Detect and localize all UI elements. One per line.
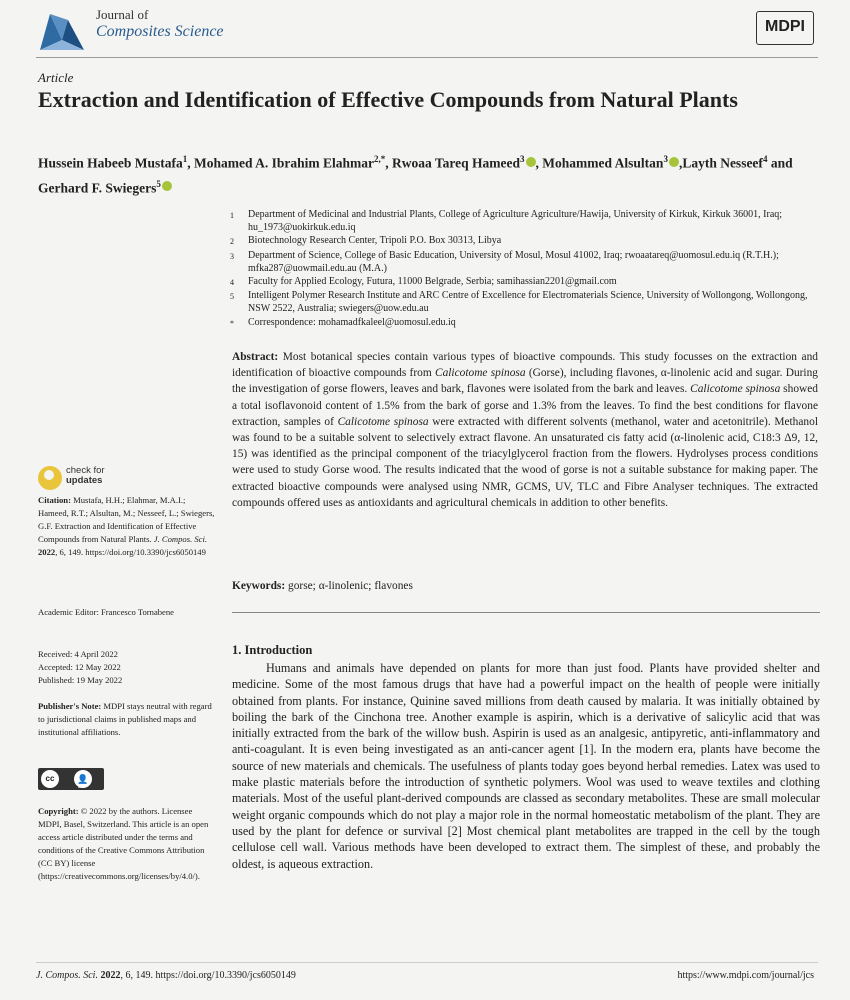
- article-type: Article: [38, 70, 74, 85]
- check-updates-line2: updates: [66, 475, 103, 486]
- check-updates-line1: check for: [66, 465, 105, 476]
- footer-citation: [36, 970, 296, 981]
- abstract-text: showed a total isoflavonoid content of 1.5% from the bark of gorse and 1.3% from the leaves. To find the best conditions for flavone extraction, samples of: [232, 383, 818, 428]
- species-name: Calicotome spinosa: [337, 415, 429, 428]
- abstract-text: were extracted with different solvents (methanol, water and acetonitrile). Methanol was found to be a suitable solvent to selectively extract flavone. An unsaturated cis fatty acid (α-linolenic acid, C18:3 Δ9, 12, 15) was identified as the principal component of the triacylglycerol fraction from the flowers. Hydrolyses process conditions were used to study Gorse wood. The results indicated that the wood of gorse is not a suitable substance for making paper. The extracted bioactive compounds were analysed using NMR, GCMS, UV, TLC and Fibre Analyser techniques. The extracted compounds offered uses as antioxidants and agricultural chemicals in addition to other benefits.: [232, 415, 818, 509]
- author-separator: and: [767, 155, 793, 171]
- check-updates-icon: [38, 466, 62, 490]
- author-name: Mohamed A. Ibrahim Elahmar: [194, 155, 375, 171]
- affiliation-number: 3: [230, 251, 234, 261]
- author-separator: ,: [187, 155, 195, 171]
- abstract-label: Abstract:: [232, 351, 279, 363]
- author-affiliation-mark: 3: [663, 154, 668, 164]
- footer-divider: [36, 962, 818, 963]
- publisher-note-text: MDPI stays neutral with regard to jurisdictional claims in published maps and institutional affiliations.: [38, 701, 212, 738]
- affiliation-text: Department of Science, College of Basic Education, University of Mosul, Mosul 41002, Iraq; rwoaatareq@uomosul.edu.iq (R.T.H.); mfka287@uowmail.edu.au (M.A.): [248, 249, 779, 274]
- affiliation-item: [230, 289, 820, 315]
- orcid-icon[interactable]: [669, 157, 679, 167]
- footer-journal: J. Compos. Sci.: [36, 970, 98, 981]
- citation-year: 2022: [38, 547, 56, 558]
- orcid-icon[interactable]: [162, 181, 172, 191]
- footer-journal-link[interactable]: https://www.mdpi.com/journal/jcs: [677, 970, 814, 981]
- mdpi-logo: MDPI: [756, 11, 814, 45]
- author-affiliation-mark: 3: [520, 154, 525, 164]
- citation-text: Mustafa, H.H.; Elahmar, M.A.I.; Hameed, R.T.; Alsultan, M.; Nesseef, L.; Swiegers, G.F. Extraction and Identification of Effective Compounds from Natural Plants.: [38, 495, 215, 545]
- received-date: Received: 4 April 2022: [38, 649, 118, 659]
- affiliation-list: [230, 208, 820, 330]
- orcid-icon[interactable]: [526, 157, 536, 167]
- affiliation-number: 4: [230, 278, 234, 288]
- affiliation-item: [230, 234, 820, 248]
- affiliation-text: Biotechnology Research Center, Tripoli P.O. Box 30313, Libya: [248, 235, 502, 247]
- keywords: [232, 580, 818, 592]
- attribution-icon: 👤: [74, 770, 92, 788]
- citation-block: [38, 494, 216, 559]
- affiliation-item: [230, 316, 820, 330]
- affiliation-number: *: [230, 318, 234, 328]
- affiliation-number: 1: [230, 211, 234, 220]
- author-separator: ,: [535, 155, 543, 171]
- accepted-date: Accepted: 12 May 2022: [38, 662, 121, 673]
- editor-name: Francesco Tornabene: [98, 607, 174, 617]
- publication-dates: [38, 648, 216, 687]
- publisher-note: [38, 700, 216, 739]
- affiliation-text: Intelligent Polymer Research Institute and ARC Centre of Excellence for Electromaterials Science, University of Wollongong, Wollongong, NSW 2522, Australia; swiegers@uow.edu.au: [248, 290, 808, 315]
- footer-doi[interactable]: , 6, 149. https://doi.org/10.3390/jcs6050149: [120, 970, 296, 981]
- author-affiliation-mark: 2,*: [374, 154, 386, 164]
- abstract: [232, 349, 818, 511]
- keywords-text: gorse; α-linolenic; flavones: [285, 580, 413, 592]
- header-divider: [36, 57, 818, 58]
- author-name: Hussein Habeeb Mustafa: [38, 155, 183, 171]
- affiliation-text: Correspondence: mohamadfkaleel@uomosul.edu.iq: [248, 316, 456, 328]
- check-updates-label: [66, 466, 105, 486]
- introduction-text: Humans and animals have depended on plants for more than just food. Plants have provided shelter and medicine. Some of the most famous drugs that have had a powerful impact on the health of people were initially obtained from plants. For instance, Quinine saved millions from death caused by malaria. It was initially obtained by boiling the bark of the Cinchona tree. Another example is aspirin, which is a derivative of salicylic acid that was initially extracted from the bark of the willow bush. Aspirin is used as an analgesic, antipyretic, anti-inflammatory and anti-coagulant. It is even being investigated as an anti-cancer agent [1]. In the modern era, plants have become the source of new materials and chemicals. The usefulness of plants today goes beyond herbal remedies. Latex was used to make plastic materials before the introduction of synthetic polymers. Wool was used to weave textiles and clothing materials. Most of the useful plant-derived compounds are classed as secondary metabolites. These are small molecular weight organic compounds which do not play a major role in the normal homeostatic metabolism of the plant. They are used by the plant for defence or survival [2] Most chemical plant metabolites are trapped in the cell by the tough cellulose cell wall. Various methods have been developed to extract them. The simplest of these, and probably the oldest, is aqueous extraction.: [232, 661, 820, 871]
- citation-journal: J. Compos. Sci.: [153, 534, 208, 545]
- cc-icon: cc: [41, 770, 59, 788]
- affiliation-text: Department of Medicinal and Industrial Plants, College of Agriculture Agriculture/Hawija, University of Kirkuk, Kirkuk 36001, Iraq; hu_1973@uokirkuk.edu.iq: [248, 209, 783, 234]
- species-name: Calicotome spinosa: [690, 383, 781, 396]
- affiliation-number: 2: [230, 237, 234, 247]
- species-name: Calicotome spinosa: [434, 367, 526, 380]
- affiliation-number: 5: [230, 292, 234, 302]
- copyright-label: Copyright:: [38, 806, 79, 816]
- author-list: [38, 149, 818, 198]
- author-separator: ,: [678, 155, 683, 171]
- affiliation-text: Faculty for Applied Ecology, Futura, 11000 Belgrade, Serbia; samihassian2201@gmail.com: [248, 276, 617, 288]
- author-name: Rwoaa Tareq Hameed: [392, 155, 521, 171]
- journal-name: [96, 8, 224, 41]
- article-title: Extraction and Identification of Effective Compounds from Natural Plants: [38, 87, 738, 112]
- copyright-block: [38, 805, 216, 884]
- by-label: BY: [78, 784, 85, 790]
- affiliation-item: [230, 208, 820, 234]
- section-heading: 1. Introduction: [232, 643, 313, 657]
- affiliation-item: [230, 275, 820, 289]
- footer-year: 2022: [97, 970, 121, 981]
- journal-logo: [36, 10, 88, 54]
- citation-tail: , 6, 149. https://doi.org/10.3390/jcs6050149: [55, 547, 206, 558]
- cc-by-license-icon[interactable]: [38, 768, 104, 790]
- published-date: Published: 19 May 2022: [38, 675, 123, 686]
- author-affiliation-mark: 1: [182, 154, 188, 164]
- copyright-text: © 2022 by the authors. Licensee MDPI, Basel, Switzerland. This article is an open access article distributed under the terms and conditions of the Creative Commons Attribution (CC BY) license (https://creativecommons.org/licenses/by/4.0/).: [38, 806, 209, 882]
- journal-name-line2: Composites Science: [96, 22, 224, 40]
- abstract-divider: [232, 612, 820, 613]
- author-affiliation-mark: 4: [762, 154, 768, 164]
- publisher-note-label: Publisher's Note:: [38, 701, 102, 711]
- academic-editor: [38, 606, 216, 619]
- author-name: Mohammed Alsultan: [542, 155, 664, 171]
- abstract-text: Most botanical species contain various types of bioactive compounds. This study focusses on the extraction and identification of bioactive compounds from: [232, 351, 818, 380]
- journal-name-line1: Journal of: [96, 7, 149, 22]
- author-affiliation-mark: 5: [156, 178, 161, 189]
- editor-label: Academic Editor:: [38, 607, 99, 617]
- check-for-updates-button[interactable]: [38, 464, 148, 492]
- author-separator: ,: [385, 155, 393, 171]
- author-name: Gerhard F. Swiegers: [38, 180, 157, 195]
- abstract-text: (Gorse), including flavones, α-linolenic acid and sugar. During the investigation of gorse flowers, leaves and bark, flavones were isolated from the bark and leaves.: [232, 367, 818, 396]
- keywords-label: Keywords:: [232, 580, 286, 592]
- affiliation-item: [230, 249, 820, 275]
- citation-label: Citation:: [38, 495, 71, 505]
- author-name: Layth Nesseef: [682, 155, 763, 171]
